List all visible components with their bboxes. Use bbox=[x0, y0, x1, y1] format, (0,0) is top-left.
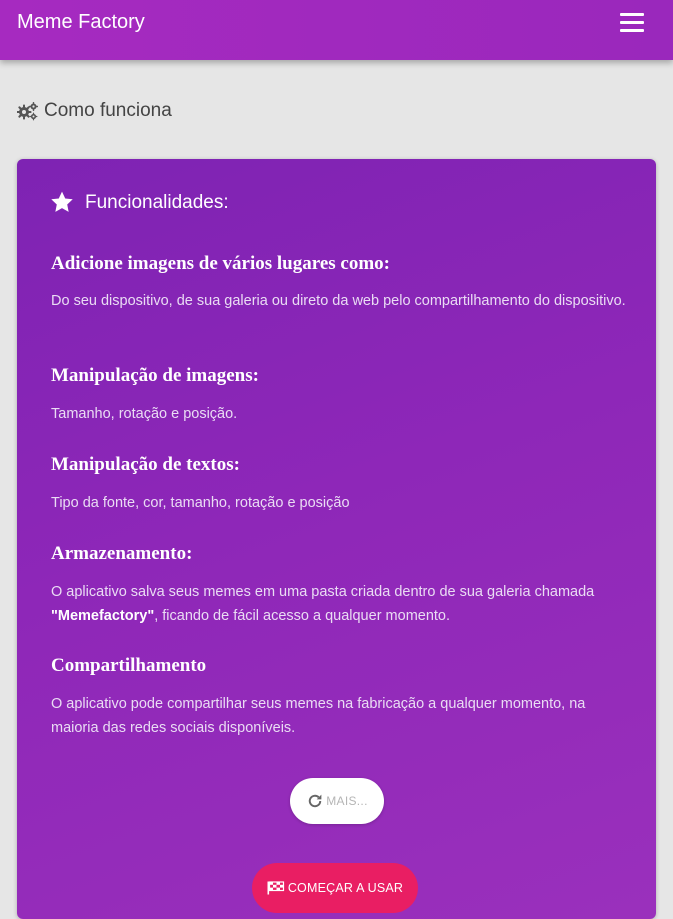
feature-text-storage: O aplicativo salva seus memes em uma pasta criada dentro de sua galeria chamada "Memefactory", ficando de fácil acesso a qualquer momento. bbox=[51, 584, 595, 624]
gears-icon bbox=[17, 101, 39, 121]
feature-text-text-manipulation: Tipo da fonte, cor, tamanho, rotação e posição bbox=[51, 495, 350, 511]
start-button-label: COMEÇAR A USAR bbox=[287, 881, 404, 895]
feature-text-add-images: Do seu dispositivo, de sua galeria ou direto da web pelo compartilhamento do dispositivo. bbox=[51, 293, 626, 309]
star-icon bbox=[49, 190, 75, 215]
app-title: Meme Factory bbox=[17, 11, 145, 33]
feature-heading-image-manipulation: Manipulação de imagens: bbox=[51, 365, 259, 386]
feature-text-image-manipulation: Tamanho, rotação e posição. bbox=[51, 406, 238, 422]
folder-name: "Memefactory" bbox=[51, 608, 155, 624]
feature-heading-sharing: Compartilhamento bbox=[51, 655, 207, 676]
card-title-text: Funcionalidades: bbox=[85, 191, 229, 213]
features-card bbox=[17, 159, 656, 919]
app-bar bbox=[0, 0, 673, 60]
section-title: Como funciona bbox=[44, 100, 172, 121]
start-button[interactable] bbox=[252, 863, 418, 913]
feature-text-sharing: O aplicativo pode compartilhar seus memes na fabricação a qualquer momento, na maioria das redes sociais disponíveis. bbox=[51, 696, 586, 736]
refresh-icon bbox=[306, 792, 324, 810]
more-button[interactable] bbox=[290, 778, 384, 824]
section-heading bbox=[17, 100, 172, 122]
hamburger-menu-icon[interactable] bbox=[618, 12, 646, 34]
feature-heading-text-manipulation: Manipulação de textos: bbox=[51, 454, 240, 475]
more-button-label: MAIS... bbox=[326, 794, 368, 808]
flag-checkered-icon bbox=[267, 881, 285, 895]
card-title bbox=[49, 190, 229, 215]
feature-heading-storage: Armazenamento: bbox=[51, 543, 193, 564]
feature-heading-add-images: Adicione imagens de vários lugares como: bbox=[51, 253, 390, 274]
